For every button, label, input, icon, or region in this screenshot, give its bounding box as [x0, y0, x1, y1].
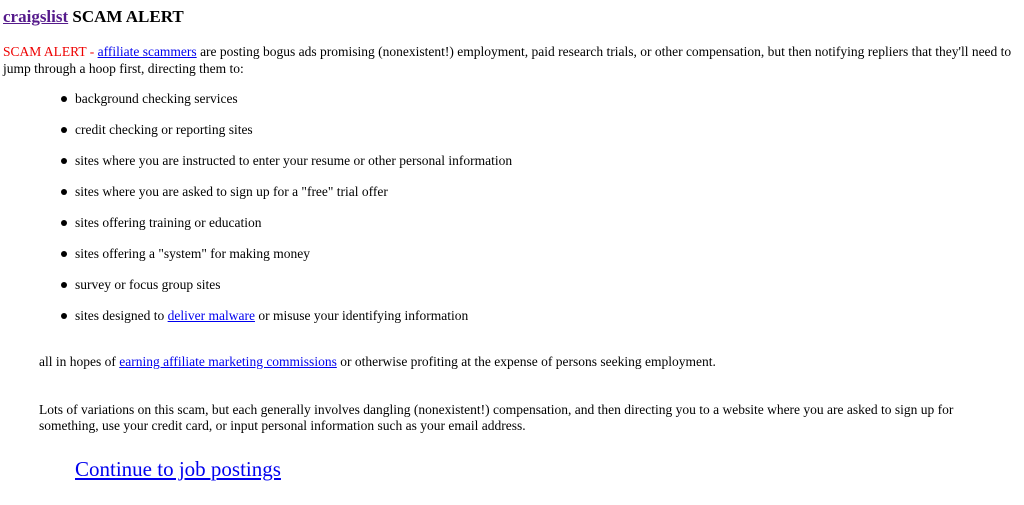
list-item [0, 90, 512, 121]
list-item-text: survey or focus group sites [75, 277, 221, 292]
bullet-icon [61, 158, 67, 164]
affiliate-scammers-link[interactable]: affiliate scammers [97, 44, 197, 59]
paragraph-text: or otherwise profiting at the expense of persons seeking employment. [340, 354, 716, 369]
bullet-icon [61, 127, 67, 133]
page-title: SCAM ALERT [72, 7, 184, 26]
bullet-icon [61, 313, 67, 319]
list-item [0, 276, 512, 307]
bullet-icon [61, 220, 67, 226]
affiliate-commissions-link[interactable]: earning affiliate marketing commissions [119, 354, 337, 369]
page-header [3, 7, 184, 27]
list-item-text: background checking services [75, 91, 238, 106]
list-item [0, 121, 512, 152]
list-item-text: sites designed to [75, 308, 165, 323]
intro-paragraph [3, 43, 1021, 77]
affiliate-paragraph [39, 353, 716, 370]
variations-paragraph: Lots of variations on this scam, but each generally involves dangling (nonexistent!) compensation, and then directing you to a website where you are asked to sign up for something, use your credit card, or input personal information such as your email address. [39, 402, 954, 433]
list-item-text: sites where you are asked to sign up for a "free" trial offer [75, 184, 388, 199]
list-item [0, 307, 512, 338]
list-item [0, 214, 512, 245]
scam-destinations-list [0, 90, 512, 338]
paragraph-text: all in hopes of [39, 354, 116, 369]
list-item [0, 183, 512, 214]
bullet-icon [61, 251, 67, 257]
continue-to-job-postings-link[interactable]: Continue to job postings [75, 457, 281, 481]
list-item-text: sites where you are instructed to enter your resume or other personal information [75, 153, 513, 168]
craigslist-home-link[interactable]: craigslist [3, 7, 69, 26]
list-item [0, 152, 512, 183]
deliver-malware-link[interactable]: deliver malware [167, 308, 255, 323]
bullet-icon [61, 189, 67, 195]
scam-alert-label: SCAM ALERT - [3, 44, 95, 59]
list-item-text: sites offering training or education [75, 215, 262, 230]
list-item-text: or misuse your identifying information [258, 308, 469, 323]
list-item [0, 245, 512, 276]
bullet-icon [61, 282, 67, 288]
bullet-icon [61, 96, 67, 102]
list-item-text: credit checking or reporting sites [75, 122, 253, 137]
intro-text: are posting bogus ads promising (nonexistent!) employment, paid research trials, or other compensation, but then notifying repliers that they'll need to jump through a hoop first, directing them to: [3, 44, 1012, 76]
list-item-text: sites offering a "system" for making money [75, 246, 310, 261]
